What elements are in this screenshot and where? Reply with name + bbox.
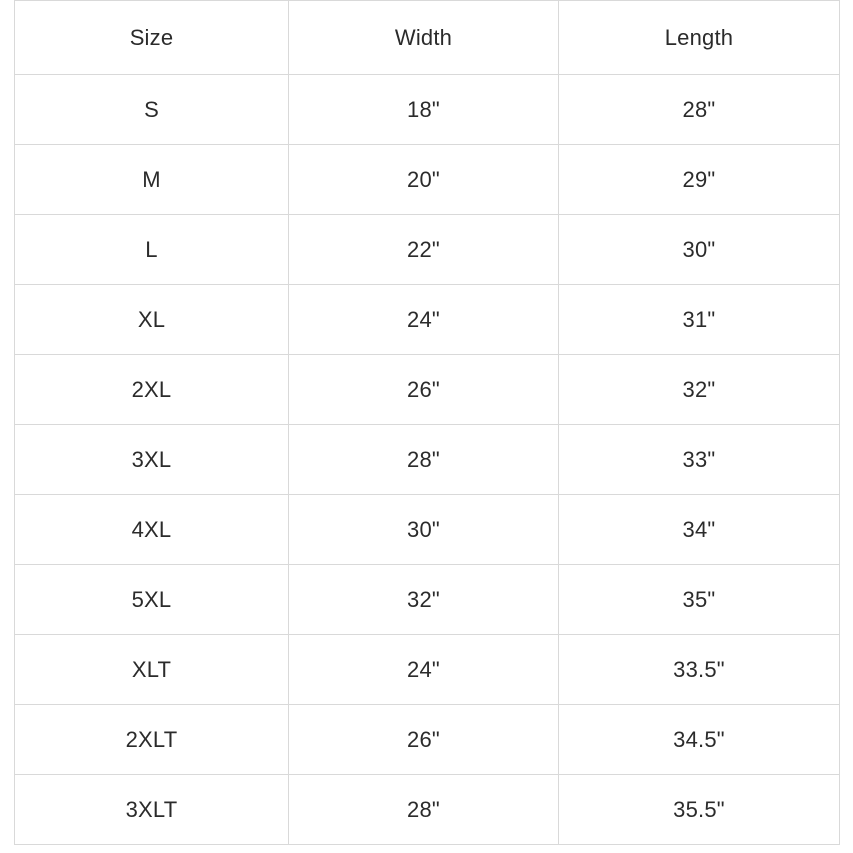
cell-length: 35" bbox=[559, 565, 840, 635]
table-body bbox=[15, 75, 840, 845]
cell-size: M bbox=[15, 145, 289, 215]
column-header-length: Length bbox=[559, 1, 840, 75]
cell-length: 33.5" bbox=[559, 635, 840, 705]
table-row bbox=[15, 285, 840, 355]
table-row bbox=[15, 75, 840, 145]
cell-size: 2XLT bbox=[15, 705, 289, 775]
column-header-width: Width bbox=[289, 1, 559, 75]
table-header-row bbox=[15, 1, 840, 75]
cell-width: 26" bbox=[289, 355, 559, 425]
cell-length: 35.5" bbox=[559, 775, 840, 845]
cell-size: S bbox=[15, 75, 289, 145]
cell-width: 28" bbox=[289, 425, 559, 495]
cell-length: 30" bbox=[559, 215, 840, 285]
table-row bbox=[15, 635, 840, 705]
cell-width: 28" bbox=[289, 775, 559, 845]
cell-width: 26" bbox=[289, 705, 559, 775]
cell-length: 28" bbox=[559, 75, 840, 145]
cell-size: 2XL bbox=[15, 355, 289, 425]
table-row bbox=[15, 705, 840, 775]
cell-size: XLT bbox=[15, 635, 289, 705]
cell-width: 18" bbox=[289, 75, 559, 145]
table-row bbox=[15, 565, 840, 635]
cell-length: 34" bbox=[559, 495, 840, 565]
table-row bbox=[15, 425, 840, 495]
cell-size: 4XL bbox=[15, 495, 289, 565]
table-row bbox=[15, 775, 840, 845]
cell-width: 24" bbox=[289, 635, 559, 705]
table-row bbox=[15, 145, 840, 215]
cell-size: L bbox=[15, 215, 289, 285]
cell-width: 22" bbox=[289, 215, 559, 285]
cell-size: 3XLT bbox=[15, 775, 289, 845]
cell-length: 31" bbox=[559, 285, 840, 355]
cell-length: 34.5" bbox=[559, 705, 840, 775]
cell-width: 30" bbox=[289, 495, 559, 565]
size-chart-table bbox=[14, 0, 840, 845]
table-header bbox=[15, 1, 840, 75]
table-row bbox=[15, 215, 840, 285]
column-header-size: Size bbox=[15, 1, 289, 75]
cell-size: XL bbox=[15, 285, 289, 355]
cell-length: 33" bbox=[559, 425, 840, 495]
table-row bbox=[15, 355, 840, 425]
cell-size: 5XL bbox=[15, 565, 289, 635]
table-row bbox=[15, 495, 840, 565]
cell-length: 32" bbox=[559, 355, 840, 425]
cell-width: 24" bbox=[289, 285, 559, 355]
cell-width: 32" bbox=[289, 565, 559, 635]
cell-length: 29" bbox=[559, 145, 840, 215]
cell-size: 3XL bbox=[15, 425, 289, 495]
cell-width: 20" bbox=[289, 145, 559, 215]
